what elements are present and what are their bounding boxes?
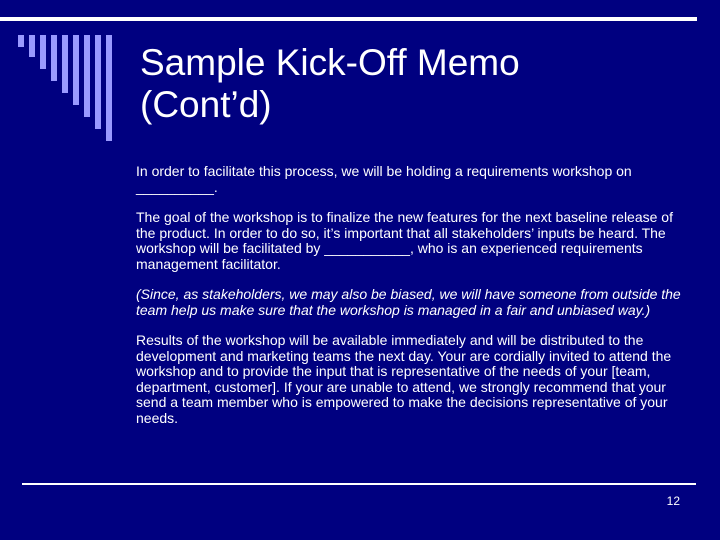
stripe	[18, 35, 24, 47]
memo-paragraph-bias-note: (Since, as stakeholders, we may also be biased, we will have someone from outside the team help us make sure that the workshop is managed in a fair and unbiased way.)	[136, 286, 681, 318]
stripe	[29, 35, 35, 57]
stripe	[73, 35, 79, 105]
slide-title-line-1: Sample Kick-Off Memo	[140, 42, 520, 83]
memo-paragraph-workshop-goal: The goal of the workshop is to finalize the new features for the next baseline release of the product. In order to do so, it’s important that all stakeholders’ inputs be heard. The workshop will be facilitated by ___________, who is an experienced requirements management facilitator.	[136, 209, 673, 272]
stripe	[95, 35, 101, 129]
stripe	[106, 35, 112, 141]
stripe	[40, 35, 46, 69]
page-number: 12	[666, 494, 680, 508]
stripe	[62, 35, 68, 93]
top-divider	[0, 17, 697, 21]
slide-title	[140, 42, 700, 126]
slide-title-line-2: (Cont’d)	[140, 84, 272, 125]
bottom-divider	[22, 483, 696, 485]
memo-paragraph-results: Results of the workshop will be available immediately and will be distributed to the development and marketing teams the next day. Your are cordially invited to attend the workshop and to provide the input that is representative of the needs of your [team, department, customer]. If your are unable to attend, we strongly recommend that your send a team member who is empowered to make the decisions representative of your needs.	[136, 332, 672, 426]
decorative-stripes	[18, 35, 120, 147]
memo-paragraph-workshop-date: In order to facilitate this process, we will be holding a requirements workshop on __________.	[136, 163, 632, 195]
stripe	[51, 35, 57, 81]
memo-body	[136, 164, 696, 441]
stripe	[84, 35, 90, 117]
